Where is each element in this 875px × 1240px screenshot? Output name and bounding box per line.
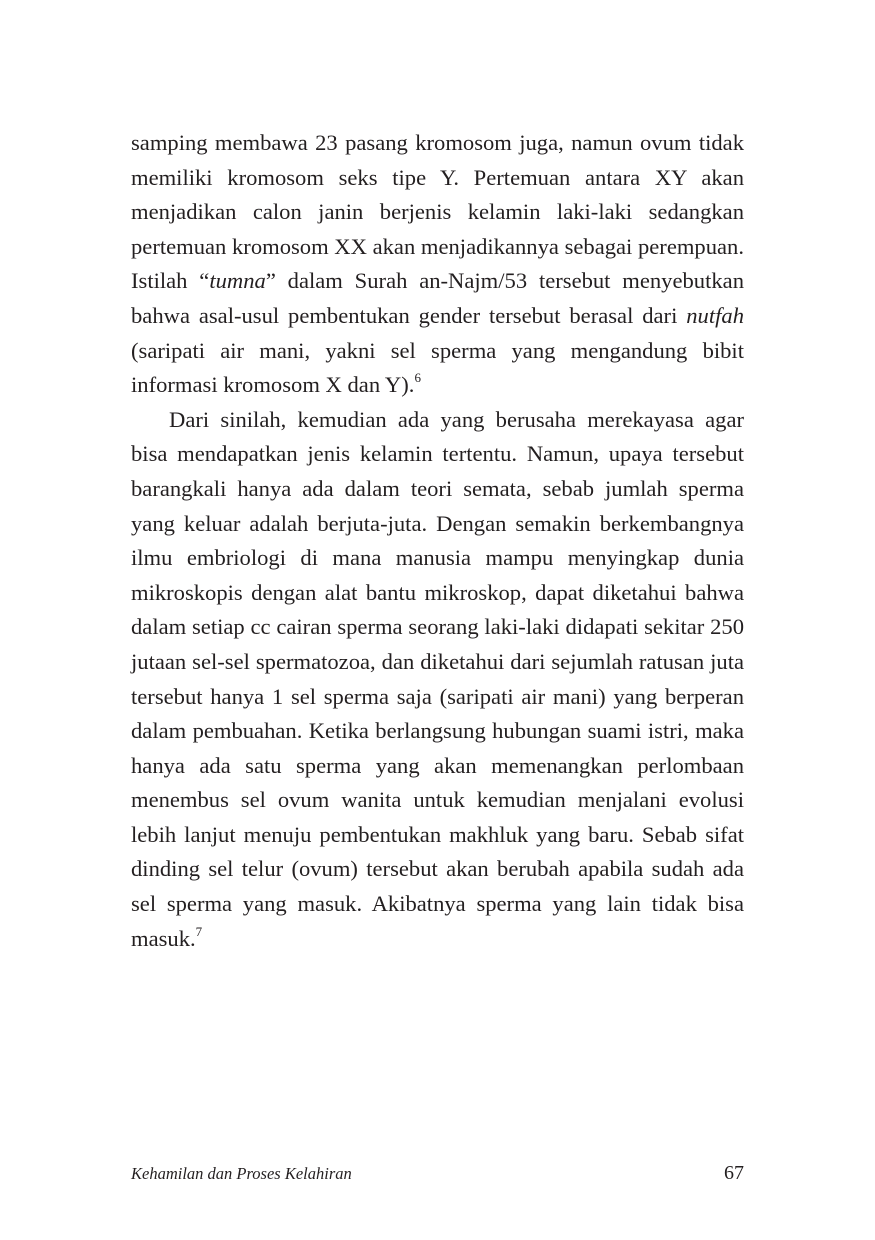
body-text [131, 126, 744, 956]
paragraph-1-text-3: (saripati air mani, yakni sel sperma yang mengandung bibit informasi kromosom X dan Y). [131, 337, 744, 398]
paragraph-2-text: Dari sinilah, kemudian ada yang berusaha merekayasa agar bisa mendapatkan jenis kelamin tertentu. Namun, upaya tersebut barangkali hanya ada dalam teori semata, sebab jumlah sperma yang keluar adalah berjuta-juta. Dengan semakin berkembangnya ilmu embriologi di mana manusia mampu menyingkap dunia mikroskopis dengan alat bantu mikroskop, dapat diketahui bahwa dalam setiap cc cairan sperma seorang laki-laki didapati sekitar 250 jutaan sel-sel spermatozoa, dan diketahui dari sejumlah ratusan juta tersebut hanya 1 sel sperma saja (saripati air mani) yang berperan dalam pembuahan. Ketika berlangsung hubungan suami istri, maka hanya ada satu sperma yang akan memenangkan perlombaan menembus sel ovum wanita untuk kemudian menjalani evolusi lebih lanjut menuju pembentukan makhluk yang baru. Sebab sifat dinding sel telur (ovum) tersebut akan berubah apabila sudah ada sel sperma yang masuk. Akibatnya sperma yang lain tidak bisa masuk. [131, 406, 744, 951]
running-footer-title: Kehamilan dan Proses Kelahiran [131, 1164, 352, 1183]
page-number: 67 [724, 1162, 744, 1184]
paragraph-1 [131, 126, 744, 403]
paragraph-2 [131, 403, 744, 957]
footnote-marker-6: 6 [414, 370, 421, 386]
paragraph-1-text-1: samping membawa 23 pasang kromosom juga, namun ovum tidak memiliki kromosom seks tipe Y. Pertemuan antara XY akan menjadikan calon janin berjenis kelamin laki-laki sedangkan pertemuan kromosom XX akan menjadikannya sebagai perempuan. Istilah “ [131, 130, 744, 294]
paragraph-1-text-2: ” dalam Surah an-Najm/53 tersebut menyebutkan bahwa asal-usul pembentukan gender tersebut berasal dari [131, 268, 744, 328]
footnote-marker-7: 7 [195, 923, 203, 939]
term-tumna: tumna [209, 268, 266, 294]
term-nutfah: nutfah [686, 302, 744, 328]
